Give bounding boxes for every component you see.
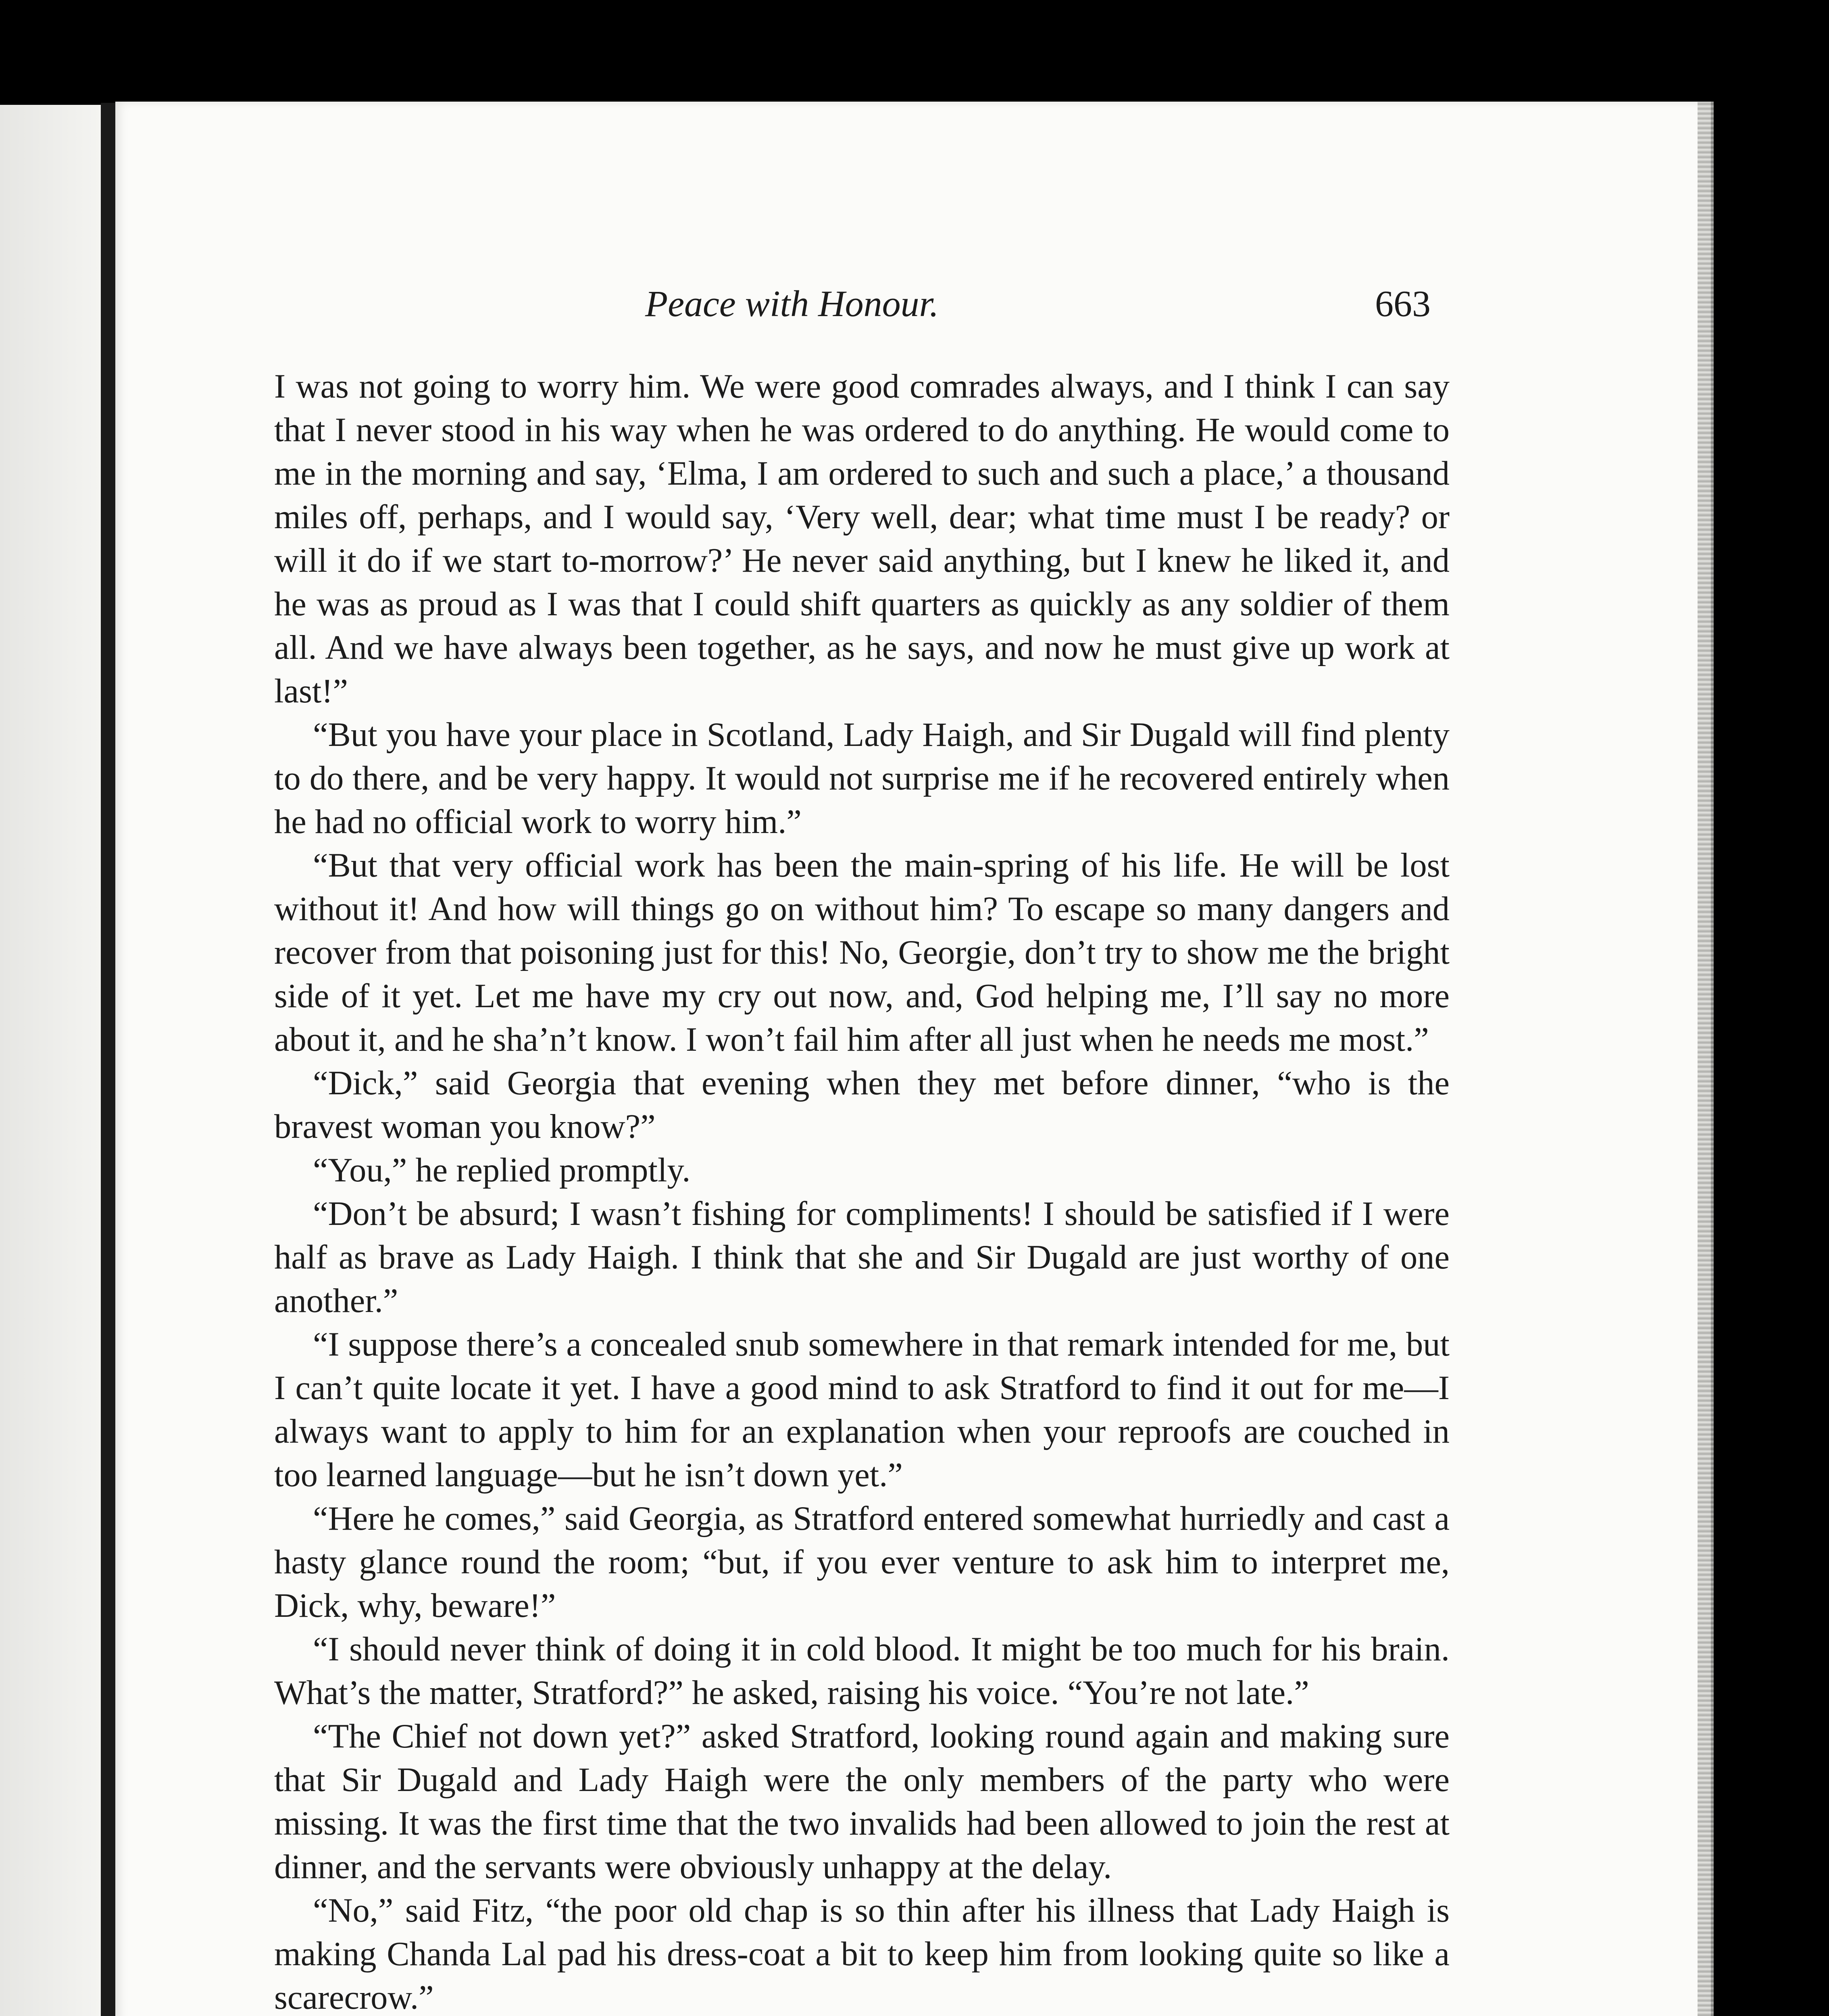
paragraph: “But that very official work has been the main-spring of his life. He will be lost without it! And how will things go on without him? To escape so many dangers and recover from that poisoning just for this! No, Georgie, don’t try to show me the bright side of it yet. Let me have my cry out now, and, God helping me, I’ll say no more about it, and he sha’n’t know. I won’t fail him after all just when he needs me most.” bbox=[274, 847, 1450, 1058]
page-number: 663 bbox=[1375, 283, 1431, 324]
paragraph: “I should never think of doing it in cold blood. It might be too much for his brain. What’s the matter, Stratford?” he asked, raising his voice. “You’re not late.” bbox=[274, 1631, 1450, 1712]
body-text bbox=[274, 365, 1450, 2016]
paragraph: “No,” said Fitz, “the poor old chap is so thin after his illness that Lady Haigh is making Chanda Lal pad his dress-coat a bit to keep him from looking quite so like a scarecrow.” bbox=[274, 1892, 1450, 2016]
paragraph: I was not going to worry him. We were good comrades always, and I think I can say that I never stood in his way when he was ordered to do anything. He would come to me in the morning and say, ‘Elma, I am ordered to such and such a place,’ a thousand miles off, perhaps, and I would say, ‘Very well, dear; what time must I be ready? or will it do if we start to-morrow?’ He never said anything, but I knew he liked it, and he was as proud as I was that I could shift quarters as quickly as any soldier of them all. And we have always been together, as he says, and now he must give up work at last!” bbox=[274, 368, 1450, 710]
paragraph: “The Chief not down yet?” asked Stratford, looking round again and making sure that Sir Dugald and Lady Haigh were the only members of the party who were missing. It was the first time that the two invalids had been allowed to join the rest at dinner, and the servants were obviously unhappy at the delay. bbox=[274, 1718, 1450, 1886]
facing-page bbox=[0, 105, 101, 2016]
paragraph: “You,” he replied promptly. bbox=[313, 1152, 691, 1189]
running-head: Peace with Honour. bbox=[645, 283, 939, 324]
paragraph: “But you have your place in Scotland, Lady Haigh, and Sir Dugald will find plenty to do there, and be very happy. It would not surprise me if he recovered entirely when he had no official work to worry him.” bbox=[274, 716, 1450, 841]
paragraph: “Dick,” said Georgia that evening when they met before dinner, “who is the bravest woman you know?” bbox=[274, 1064, 1450, 1145]
page-edge bbox=[1698, 102, 1714, 2016]
paragraph: “Here he comes,” said Georgia, as Stratford entered somewhat hurriedly and cast a hasty glance round the room; “but, if you ever venture to ask him to interpret me, Dick, why, beware!” bbox=[274, 1500, 1450, 1624]
page-gutter bbox=[101, 103, 115, 2016]
paragraph: “I suppose there’s a concealed snub somewhere in that remark intended for me, but I can’t quite locate it yet. I have a good mind to ask Stratford to find it out for me—I always want to apply to him for an explanation when your reproofs are couched in too learned language—but he isn’t down yet.” bbox=[274, 1326, 1450, 1494]
paragraph: “Don’t be absurd; I wasn’t fishing for compliments! I should be satisfied if I were half as brave as Lady Haigh. I think that she and Sir Dugald are just worthy of one another.” bbox=[274, 1195, 1450, 1320]
